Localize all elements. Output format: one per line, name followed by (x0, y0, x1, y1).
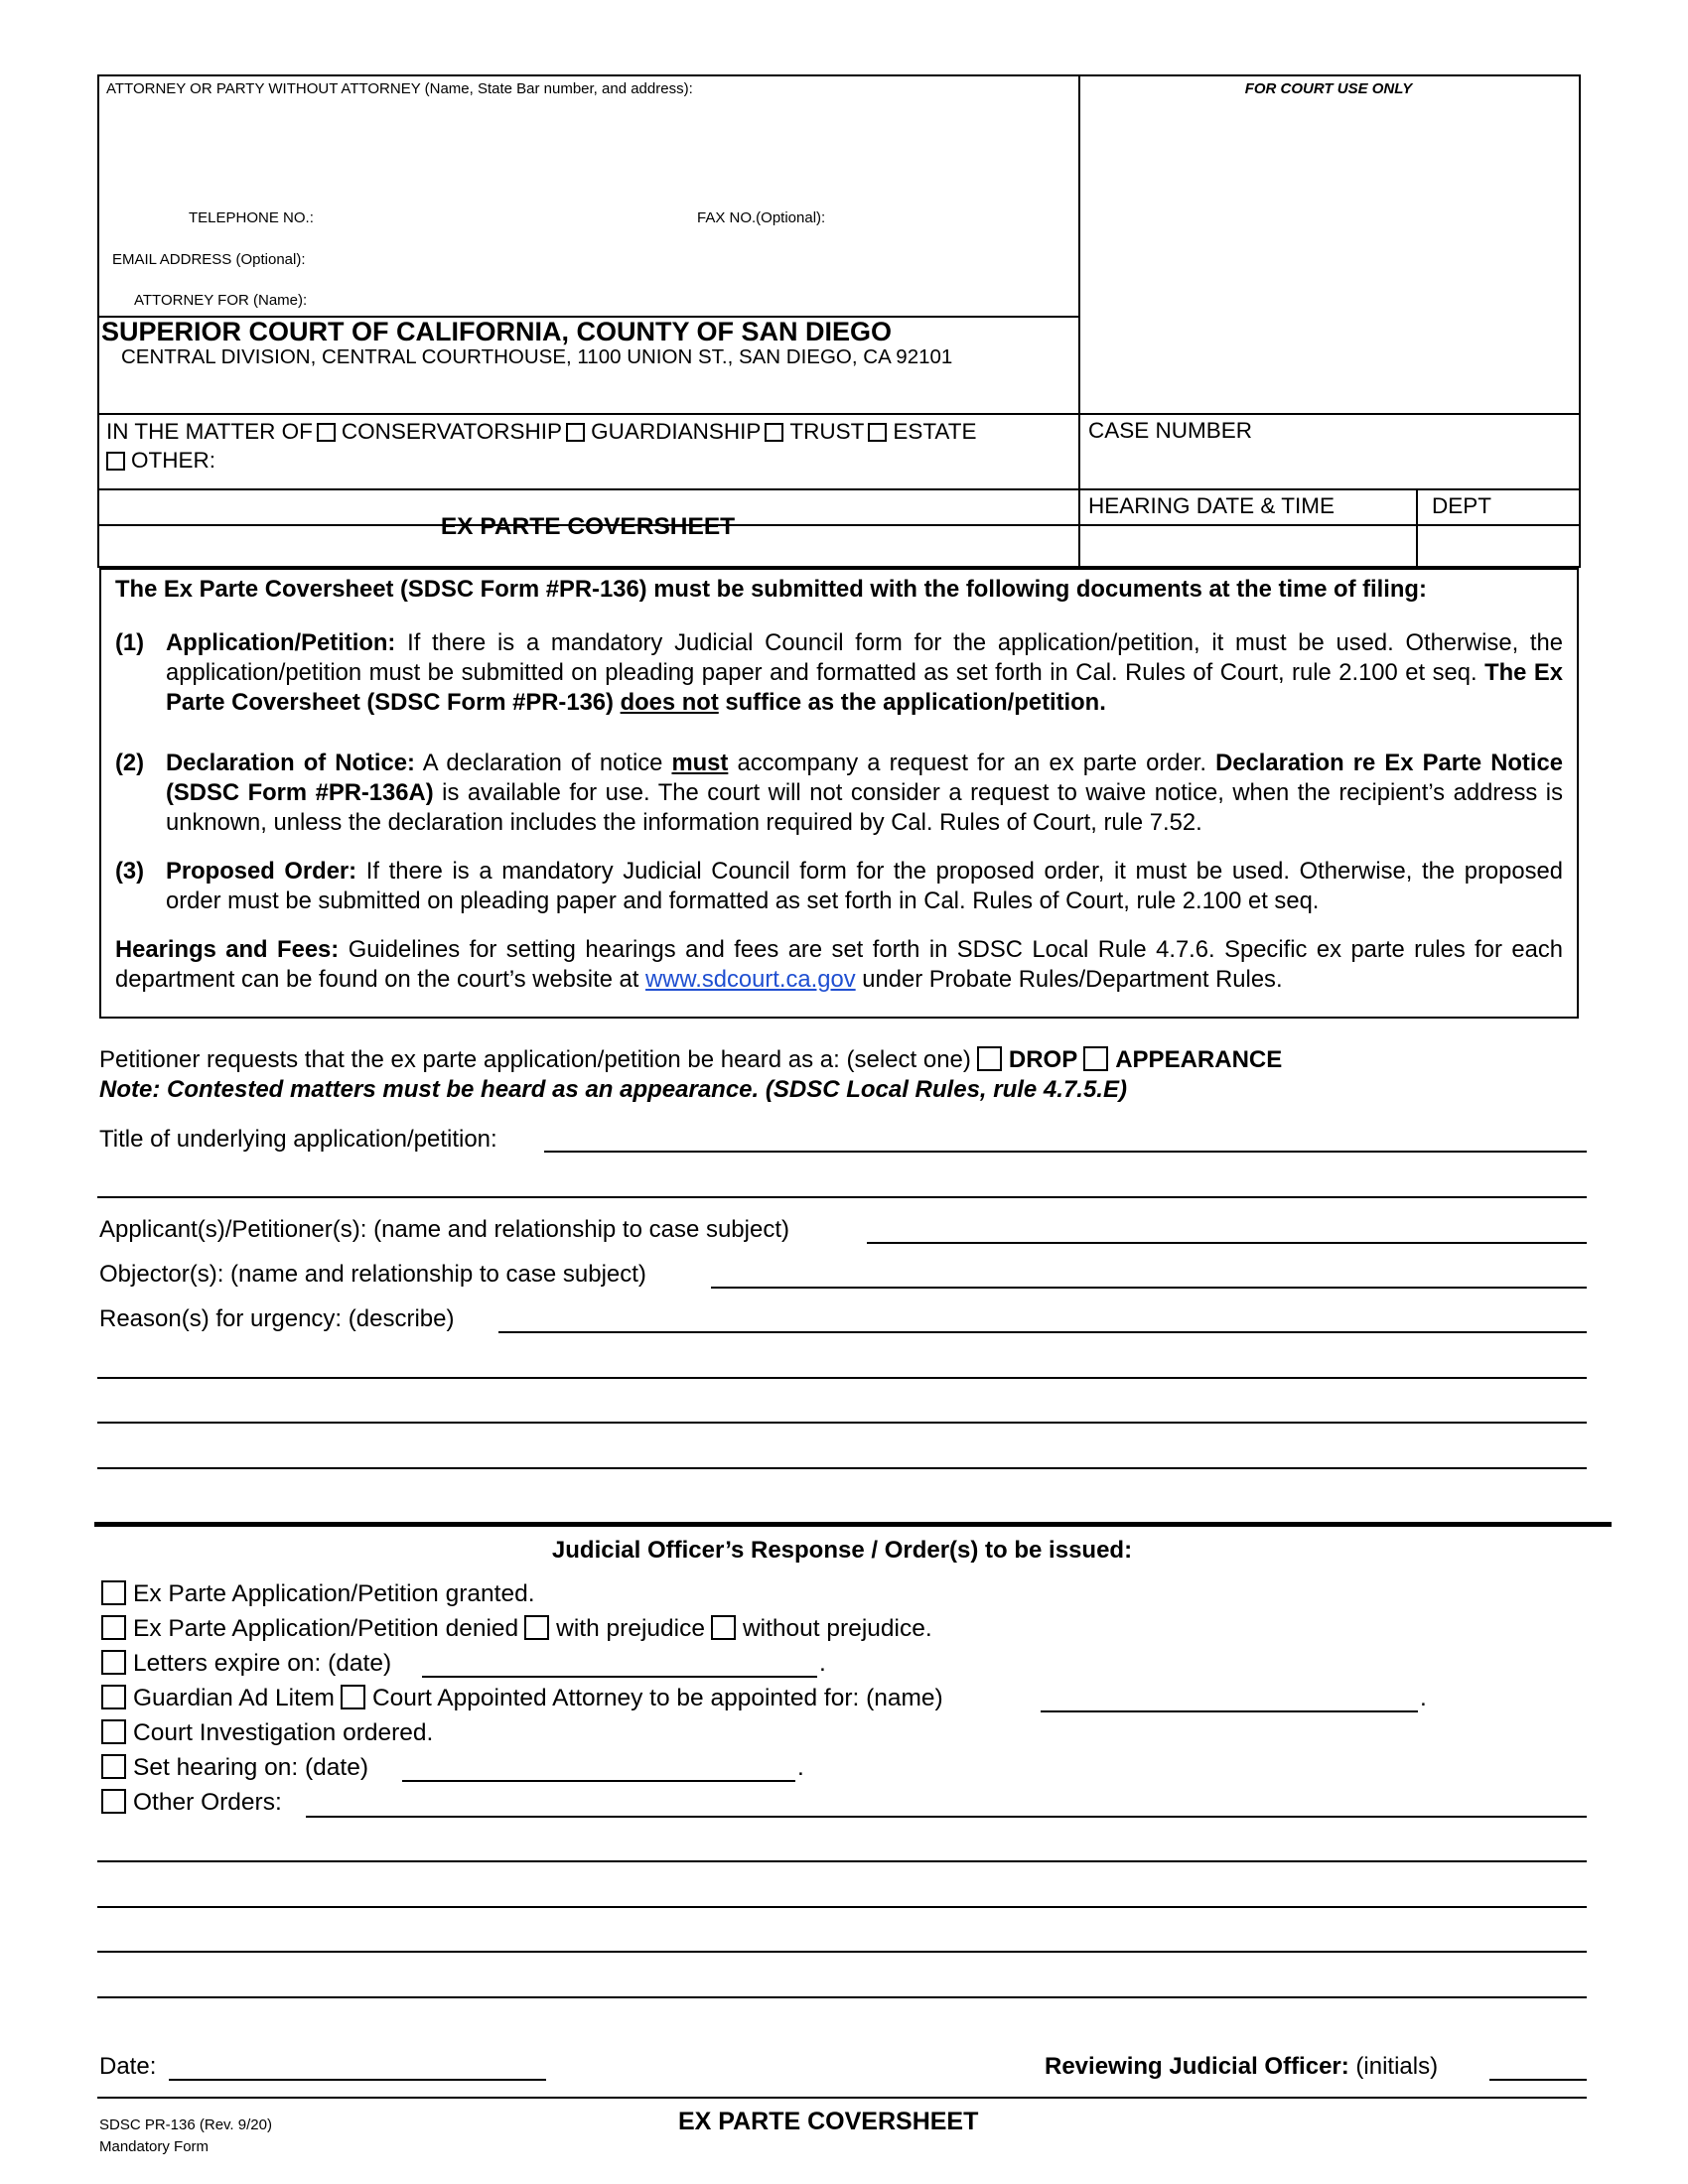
drop-label: DROP (1008, 1046, 1078, 1073)
response-heading: Judicial Officer’s Response / Order(s) to be issued: (551, 1537, 1133, 1564)
estate-label: ESTATE (893, 419, 977, 444)
other-orders-line-4[interactable] (97, 1951, 1587, 1953)
other-label: OTHER: (131, 448, 216, 473)
attorney-for-label: ATTORNEY FOR (Name): (134, 292, 308, 309)
fees-body-a: Guidelines for setting hearings and fees are set forth in SDSC Local Rule 4.7.6. Specific ex parte rules for each department can be found on the court’s website at (115, 936, 1564, 993)
fees-paragraph (115, 935, 1563, 995)
appearance-label: APPEARANCE (1115, 1046, 1283, 1073)
item-2-bold: Declaration re Ex Parte Notice (SDSC Form #PR-136A) (166, 750, 1563, 806)
fees-heading: Hearings and Fees: (115, 936, 340, 963)
fees-body-b: under Probate Rules/Department Rules. (862, 966, 1283, 993)
other-orders-label: Other Orders: (133, 1789, 282, 1816)
item-1-bold-a: The Ex Parte Coversheet (SDSC Form #PR-136) (166, 659, 1563, 716)
order-guardian (101, 1685, 943, 1712)
urgency-input-line-3[interactable] (97, 1422, 1587, 1424)
estate-checkbox[interactable] (868, 423, 887, 442)
item-3-heading: Proposed Order: (166, 858, 357, 885)
case-number-label: CASE NUMBER (1088, 418, 1253, 443)
item-1-heading: Application/Petition: (166, 629, 396, 656)
court-use-label: FOR COURT USE ONLY (1244, 80, 1413, 97)
attorney-label: Court Appointed Attorney to be appointed for: (name) (371, 1685, 943, 1711)
attorney-period: . (1420, 1685, 1427, 1711)
hearing-checkbox[interactable] (101, 1754, 126, 1779)
footer-rule (97, 2097, 1587, 2099)
other-orders-line-2[interactable] (97, 1860, 1587, 1862)
granted-label: Ex Parte Application/Petition granted. (133, 1580, 535, 1607)
title-label: Title of underlying application/petition: (99, 1126, 497, 1153)
item-3-body: If there is a mandatory Judicial Council form for the proposed order, it must be used. Otherwise, the proposed order must be submitted on pleading paper and formatted as set forth in Cal. Rules of Court, rule 2.100 et seq. (166, 858, 1563, 914)
hearing-label: Set hearing on: (date) (133, 1754, 368, 1781)
item-2-body-b: accompany a request for an ex parte order. (737, 750, 1206, 776)
order-letters (101, 1650, 391, 1678)
letters-checkbox[interactable] (101, 1650, 126, 1675)
item-2-text (166, 749, 1563, 838)
header-divider-vertical (1078, 74, 1080, 526)
trust-label: TRUST (789, 419, 865, 444)
other-orders-line[interactable] (306, 1816, 1587, 1818)
granted-checkbox[interactable] (101, 1580, 126, 1605)
title-box-mid (1078, 488, 1080, 566)
conservatorship-label: CONSERVATORSHIP (341, 419, 563, 444)
urgency-label: Reason(s) for urgency: (describe) (99, 1305, 455, 1332)
item-3-text (166, 857, 1563, 916)
dept-divider (1416, 488, 1418, 566)
other-orders-line-3[interactable] (97, 1906, 1587, 1908)
initials-label: (initials) (1355, 2053, 1439, 2080)
objectors-label: Objector(s): (name and relationship to case subject) (99, 1261, 646, 1288)
item-3-number: (3) (115, 858, 145, 885)
title-input-line[interactable] (544, 1151, 1587, 1153)
item-2-body-a: A declaration of notice (422, 750, 663, 776)
other-orders-checkbox[interactable] (101, 1789, 126, 1814)
without-prejudice-label: without prejudice. (742, 1615, 932, 1642)
item-2-body-c: is available for use. The court will not consider a request to waive notice, when the recipient’s address is unknown, unless the declaration includes the information required by Cal. Rules of Court, rule 7.52. (166, 779, 1563, 836)
title-box-right (1579, 488, 1581, 566)
court-name: SUPERIOR COURT OF CALIFORNIA, COUNTY OF SAN DIEGO (101, 317, 893, 346)
item-1-does-not: does not (620, 689, 719, 716)
instructions-box (99, 568, 1579, 1019)
item-1-number: (1) (115, 629, 145, 656)
footer-title: EX PARTE COVERSHEET (678, 2108, 979, 2135)
header-box (97, 74, 1581, 526)
matter-other-line (102, 448, 215, 474)
with-prejudice-label: with prejudice (556, 1615, 705, 1642)
gal-label: Guardian Ad Litem (133, 1685, 335, 1711)
officer-label: Reviewing Judicial Officer: (1045, 2053, 1349, 2080)
conservatorship-checkbox[interactable] (317, 423, 336, 442)
section-separator (94, 1522, 1612, 1527)
item-2-heading: Declaration of Notice: (166, 750, 415, 776)
other-checkbox[interactable] (106, 452, 125, 471)
hearing-date-line[interactable] (402, 1780, 795, 1782)
without-prejudice-checkbox[interactable] (711, 1615, 736, 1640)
date-line[interactable] (169, 2079, 546, 2081)
applicants-label: Applicant(s)/Petitioner(s): (name and relationship to case subject) (99, 1216, 789, 1243)
urgency-input-line-4[interactable] (97, 1467, 1587, 1469)
footer-form-id: SDSC PR-136 (Rev. 9/20) (99, 2116, 272, 2133)
order-investigation (101, 1719, 433, 1747)
request-line (99, 1046, 1282, 1074)
item-2-must: must (671, 750, 729, 776)
appearance-checkbox[interactable] (1083, 1046, 1108, 1071)
hearing-period: . (797, 1754, 804, 1781)
urgency-input-line[interactable] (498, 1331, 1587, 1333)
letters-period: . (819, 1650, 826, 1677)
officer-line (1045, 2053, 1438, 2081)
header-divider-title (97, 488, 1581, 490)
order-other (101, 1789, 282, 1817)
instruction-item-3 (115, 857, 1563, 916)
email-label: EMAIL ADDRESS (Optional): (112, 251, 306, 268)
order-denied (101, 1615, 932, 1643)
investigation-checkbox[interactable] (101, 1719, 126, 1744)
fax-label: FAX NO.(Optional): (697, 209, 826, 226)
order-hearing (101, 1754, 368, 1782)
attorney-name-line[interactable] (1041, 1710, 1418, 1712)
trust-checkbox[interactable] (765, 423, 783, 442)
item-2-number: (2) (115, 750, 145, 776)
instruction-item-2 (115, 749, 1563, 838)
date-label: Date: (99, 2053, 157, 2080)
attorney-label: ATTORNEY OR PARTY WITHOUT ATTORNEY (Name, State Bar number, and address): (106, 80, 693, 97)
instructions-intro: The Ex Parte Coversheet (SDSC Form #PR-136) must be submitted with the following documents at the time of filing: (115, 576, 1427, 603)
letters-date-line[interactable] (422, 1676, 817, 1678)
item-1-bold-b: suffice as the application/petition. (725, 689, 1106, 716)
guardianship-checkbox[interactable] (566, 423, 585, 442)
instruction-item-1 (115, 628, 1563, 718)
with-prejudice-checkbox[interactable] (524, 1615, 549, 1640)
objectors-input-line[interactable] (711, 1287, 1587, 1289)
denied-checkbox[interactable] (101, 1615, 126, 1640)
other-orders-line-5[interactable] (97, 1996, 1587, 1998)
letters-label: Letters expire on: (date) (133, 1650, 392, 1677)
footer-mandatory: Mandatory Form (99, 2138, 210, 2155)
court-website-link[interactable]: www.sdcourt.ca.gov (645, 966, 856, 993)
request-text: Petitioner requests that the ex parte application/petition be heard as a: (select one) (99, 1046, 971, 1073)
matter-prefix: IN THE MATTER OF (106, 419, 313, 444)
court-address: CENTRAL DIVISION, CENTRAL COURTHOUSE, 1100 UNION ST., SAN DIEGO, CA 92101 (121, 345, 953, 368)
dept-label: DEPT (1432, 493, 1492, 518)
contested-note: Note: Contested matters must be heard as an appearance. (SDSC Local Rules, rule 4.7.5.E) (99, 1076, 1127, 1103)
form-title: EX PARTE COVERSHEET (440, 513, 736, 540)
applicants-input-line[interactable] (867, 1242, 1587, 1244)
matter-line (106, 419, 977, 445)
denied-label: Ex Parte Application/Petition denied (133, 1615, 519, 1642)
hearing-label: HEARING DATE & TIME (1088, 493, 1335, 518)
gal-checkbox[interactable] (101, 1685, 126, 1709)
telephone-label: TELEPHONE NO.: (189, 209, 314, 226)
attorney-checkbox[interactable] (341, 1685, 365, 1709)
item-1-text (166, 628, 1563, 718)
item-1-body: If there is a mandatory Judicial Council form for the application/petition, it must be used. Otherwise, the application/petition must be submitted on pleading paper and formatted as set forth in Cal. Rules of Court, rule 2.100 et seq. (166, 629, 1563, 686)
investigation-label: Court Investigation ordered. (133, 1719, 434, 1746)
urgency-input-line-2[interactable] (97, 1377, 1587, 1379)
guardianship-label: GUARDIANSHIP (591, 419, 762, 444)
initials-line[interactable] (1489, 2079, 1587, 2081)
drop-checkbox[interactable] (977, 1046, 1002, 1071)
header-divider-matter (97, 413, 1581, 415)
title-input-line-2[interactable] (97, 1196, 1587, 1198)
order-granted (101, 1580, 535, 1608)
